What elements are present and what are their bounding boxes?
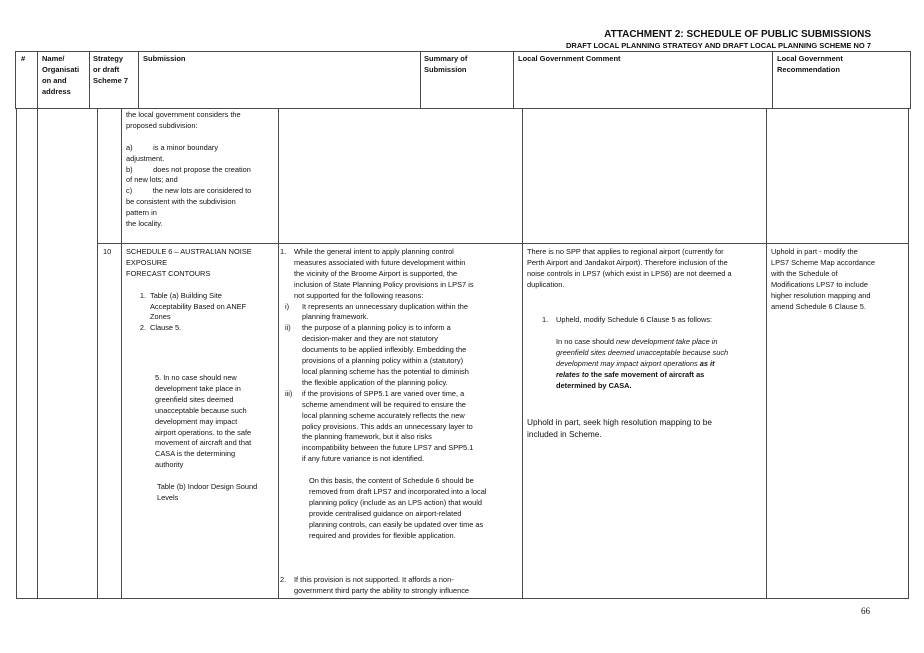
comment-item-1: 1. Upheld, modify Schedule 6 Clause 5 as follows: bbox=[542, 315, 713, 324]
comment-paragraph-2: Uphold in part, seek high resolution mapping to be included in Scheme. bbox=[527, 417, 712, 439]
col-header-number: # bbox=[21, 54, 26, 63]
col-header-name: Name/ Organisati on and address bbox=[42, 54, 80, 96]
col-header-recommendation: Local Government Recommendation bbox=[777, 54, 843, 74]
document-title: ATTACHMENT 2: SCHEDULE OF PUBLIC SUBMISSIONS bbox=[604, 29, 871, 40]
row10-summary: 1. While the general intent to apply planning control measures associated with future development within the vicinity of the Broome Airport is supported, the inclusion of State Planning Policy provisions in LPS7 is not supported for the following reasons: i) It represents an unnecessary duplication within the planning framework. ii) the purpose of a planning policy is to inform a decision-maker and they are not statutory documents to be applied inflexibly. Embedding the provisions of a planning policy within a (statutory) local planning scheme has the potential to diminish the flexible application of the planning policy. iii) if the provisions of SPP5.1 are varied over time, a scheme amendment will be required to ensure the local planning scheme accurately reflects the new policy provisions. This adds an unnecessary layer to the planning framework, but it also risks incompatibility between the future LPS7 and SPP5.1 if any future variance is not identified. On this basis, the content of Schedule 6 should be removed from draft LPS7 and incorporated into a local planning policy (include as an LPS action) that would provide centralised guidance on airport-related planning controls, can easily be updated over time as required and provides for flexible application. bbox=[295, 247, 521, 541]
submission-heading: SCHEDULE 6 – AUSTRALIAN NOISE bbox=[126, 247, 252, 256]
list-item: iii) if the provisions of SPP5.1 are varied over time, a scheme amendment will be required to ensure the local planning scheme accurately reflects the new policy provisions. This adds an unnecessary layer to the planning framework, but it also risks incompatibility between the future LPS7 and SPP5.1 if any future variance is not identified. bbox=[285, 388, 474, 464]
row-number: 10 bbox=[103, 247, 112, 256]
list-item: i) It represents an unnecessary duplication within the planning framework. bbox=[285, 301, 468, 322]
table-b-text: Table (b) Indoor Design Sound bbox=[157, 482, 258, 492]
submission-continued-text: the local government considers the proposed subdivision: a) is a minor boundary adjustment. b) does not propose the creation of new lots; and c) the new lots are considered to be consistent with the subdivision pattern in the locality. bbox=[126, 110, 252, 229]
row10-comment: There is no SPP that applies to regional airport (currently for Perth Airport and Jandakot Airport). Therefore inclusion of the noise controls in LPS7 (which exist in LPS6) are not deemed a duplication. bbox=[527, 247, 732, 289]
clause-5-text: 5. In no case should new development take place in greenfield sites deemed unacceptable because such development may impact airport operations. to the safe movement of aircraft and that CASA is the determining authority Table (b) Indoor Design Sound Levels bbox=[155, 373, 277, 504]
list-item: 1. Table (a) Building Site Acceptability Based on ANEF Zones bbox=[139, 290, 247, 322]
list-item: 2. Clause 5. bbox=[139, 323, 182, 333]
col-header-submission: Submission bbox=[143, 54, 186, 63]
col-header-comment: Local Government Comment bbox=[518, 54, 621, 63]
summary-basis-paragraph: On this basis, the content of Schedule 6 should be removed from draft LPS7 and incorporated into a local planning policy (include as an LPS action) that would provide centralised guidance on airport-related planning controls, can easily be updated over time as required and provides for flexible application. bbox=[309, 476, 487, 540]
row10-recommendation: Uphold in part - modify the LPS7 Scheme Map accordance with the Schedule of Modifications LPS7 to include higher resolution mapping and amend Schedule 6 Clause 5. bbox=[771, 247, 875, 311]
comment-modified-clause: In no case should new development take place in greenfield sites deemed unacceptable because such development may impact airport operations as it relates to the safe movement of aircraft as determined by CASA. bbox=[556, 337, 729, 390]
col-header-strategy: Strategy or draft Scheme 7 bbox=[93, 54, 129, 85]
summary-point-2: 2. If this provision is not supported. It affords a non- government third party the ability to strongly influence bbox=[280, 575, 470, 595]
list-item: ii) the purpose of a planning policy is to inform a decision-maker and they are not statutory documents to be applied inflexibly. Embedding the provisions of a planning policy within a (statutory) local planning scheme has the potential to diminish the flexible application of the planning policy. bbox=[285, 323, 469, 387]
page-number: 66 bbox=[861, 606, 870, 616]
row10-submission: SCHEDULE 6 – AUSTRALIAN NOISE EXPOSURE FORECAST CONTOURS 1. Table (a) Building Site Acceptability Based on ANEF Zones 2. Clause 5. bbox=[126, 247, 276, 334]
document-subtitle: DRAFT LOCAL PLANNING STRATEGY AND DRAFT LOCAL PLANNING SCHEME NO 7 bbox=[565, 41, 871, 50]
col-header-summary: Summary of Submission bbox=[424, 54, 468, 74]
